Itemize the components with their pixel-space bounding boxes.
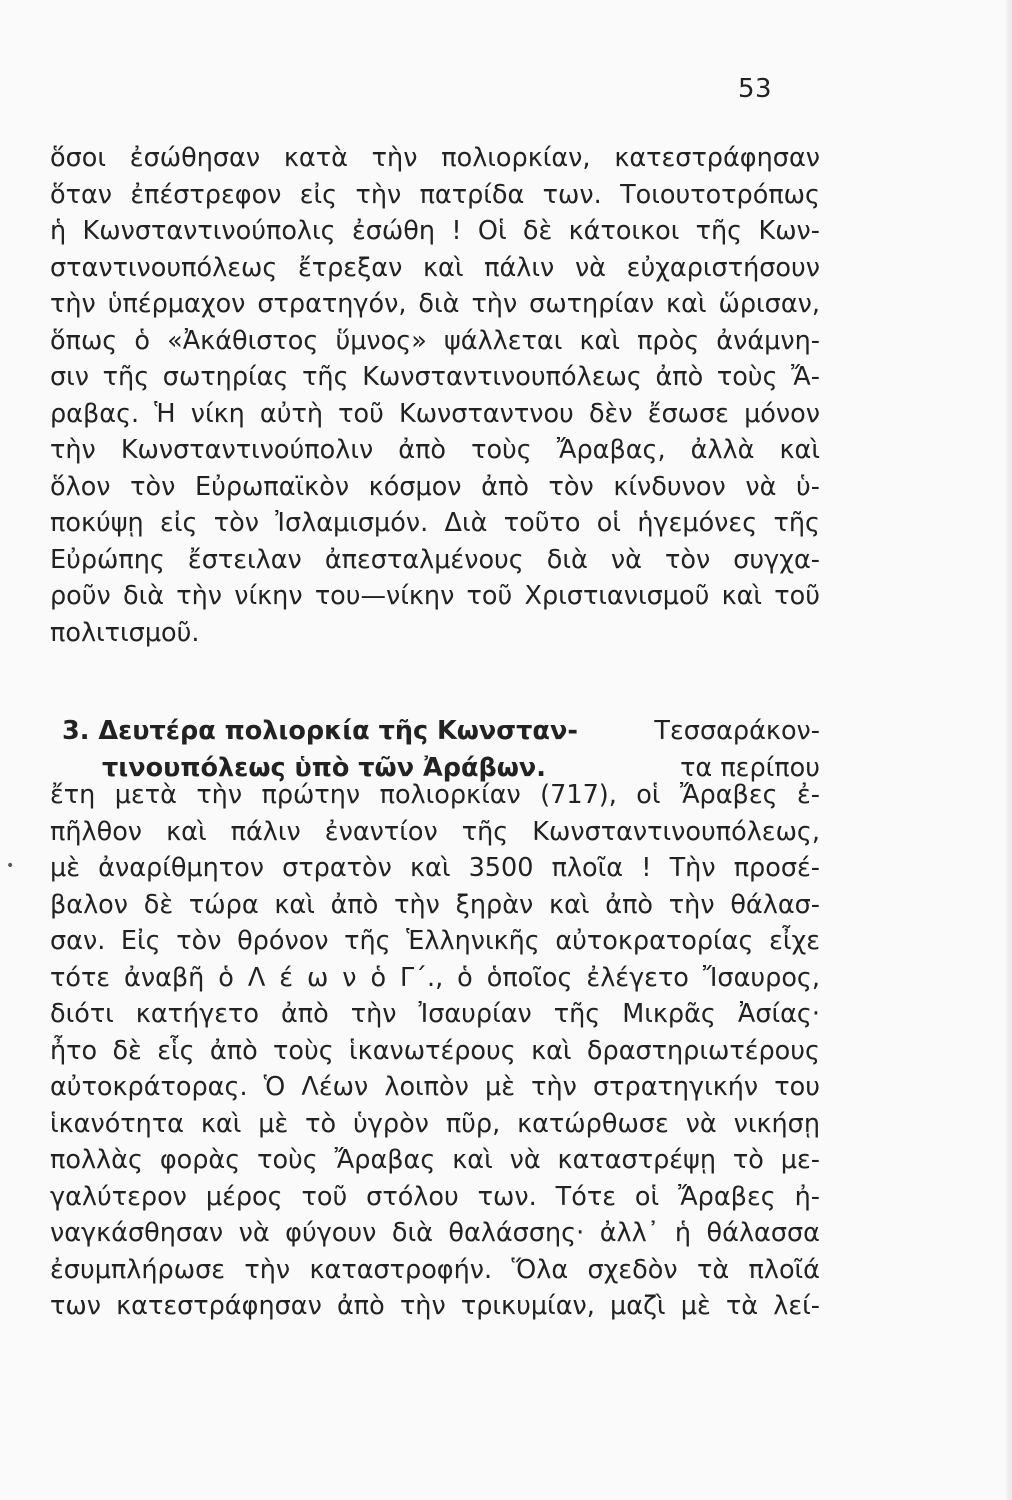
text-line: ναγκάσθησαν νὰ φύγουν διὰ θαλάσσης· ἀλλ᾿ ἡ θάλασσα xyxy=(50,1218,820,1248)
text-line: ἔτη μετὰ τὴν πρώτην πολιορκίαν (717), οἱ Ἄραβες ἐ- xyxy=(50,780,820,810)
section-number: 3. xyxy=(62,716,90,746)
paragraph-1 xyxy=(50,140,820,651)
text-line: ποκύψῃ εἰς τὸν Ἰσλαμισμόν. Διὰ τοῦτο οἱ ἡγεμόνες τῆς xyxy=(50,508,820,538)
page-number: 53 xyxy=(738,74,773,104)
text-line: ὅσοι ἐσώθησαν κατὰ τὴν πολιορκίαν, κατεστράφησαν xyxy=(50,143,820,173)
text-line: αὐτοκράτορας. Ὁ Λέων λοιπὸν μὲ τὴν στρατηγικήν του xyxy=(50,1072,820,1102)
text-line: διότι κατήγετο ἀπὸ τὴν Ἰσαυρίαν τῆς Μικρᾶς Ἀσίας· xyxy=(50,999,820,1029)
text-line: σταντινουπόλεως ἔτρεξαν καὶ πάλιν νὰ εὐχαριστήσουν xyxy=(50,252,820,283)
text-line: τὴν ὑπέρμαχον στρατηγόν, διὰ τὴν σωτηρίαν καὶ ὥρισαν, xyxy=(50,289,820,319)
section-title xyxy=(62,713,582,786)
section-side-text xyxy=(610,713,820,786)
text-line: ὅπως ὁ «Ἀκάθιστος ὕμνος» ψάλλεται καὶ πρὸς ἀνάμνη- xyxy=(50,325,820,356)
text-line: ὅλον τὸν Εὐρωπαϊκὸν κόσμον ἀπὸ τὸν κίνδυνον νὰ ὑ- xyxy=(50,471,820,502)
text-line: τὴν Κωνσταντινούπολιν ἀπὸ τοὺς Ἄραβας, ἀλλὰ καὶ xyxy=(50,435,820,465)
text-line: ἡ Κωνσταντινούπολις ἐσώθη ! Οἱ δὲ κάτοικοι τῆς Κων- xyxy=(50,216,820,246)
text-line: Εὐρώπης ἔστειλαν ἀπεσταλμένους διὰ νὰ τὸν συγχα- xyxy=(50,544,820,575)
text-line: των κατεστράφησαν ἀπὸ τὴν τρικυμίαν, μαζὶ μὲ τὰ λεί- xyxy=(50,1291,820,1321)
side-text-line-1: Τεσσαράκον- xyxy=(654,716,820,746)
text-line: πολλὰς φορὰς τοὺς Ἄραβας καὶ νὰ καταστρέψῃ τὸ με- xyxy=(50,1145,820,1175)
section-title-line-1 xyxy=(62,713,582,750)
paragraph-2 xyxy=(50,777,820,1325)
text-line: γαλύτερον μέρος τοῦ στόλου των. Τότε οἱ Ἄραβες ἠ- xyxy=(50,1181,820,1212)
text-line: πολιτισμοῦ. xyxy=(50,617,200,648)
text-line: τότε ἀναβῆ ὁ Λ έ ω ν ὁ Γ΄., ὁ ὁποῖος ἐλέγετο Ἴσαυρος, xyxy=(50,962,820,993)
text-line: σαν. Εἰς τὸν θρόνον τῆς Ἑλληνικῆς αὐτοκρατορίας εἶχε xyxy=(50,926,820,956)
text-line: πῆλθον καὶ πάλιν ἐναντίον τῆς Κωνσταντινουπόλεως, xyxy=(50,816,820,847)
text-line: ὅταν ἐπέστρεφον εἰς τὴν πατρίδα των. Τοιουτοτρόπως xyxy=(50,179,820,210)
text-line: ροῦν διὰ τὴν νίκην του—νίκην τοῦ Χριστιανισμοῦ καὶ τοῦ xyxy=(50,581,820,611)
section-title-text-1: Δευτέρα πολιορκία τῆς Κωνσταν- xyxy=(98,716,578,746)
side-text-line-2: τα περίπου xyxy=(680,752,820,783)
scan-edge-shadow xyxy=(1006,0,1012,1500)
text-line: ραβας. Ἡ νίκη αὐτὴ τοῦ Κωνσταντνου δὲν ἔσωσε μόνον xyxy=(50,398,820,429)
margin-dot: • xyxy=(6,858,15,874)
text-line: βαλον δὲ τώρα καὶ ἀπὸ τὴν ξηρὰν καὶ ἀπὸ τὴν θάλασ- xyxy=(50,889,820,920)
text-line: σιν τῆς σωτηρίας τῆς Κωνσταντινουπόλεως ἀπὸ τοὺς Ἄ- xyxy=(50,362,820,392)
text-line: μὲ ἀναρίθμητον στρατὸν καὶ 3500 πλοῖα ! Τὴν προσέ- xyxy=(50,853,820,883)
text-line: ἦτο δὲ εἷς ἀπὸ τοὺς ἱκανωτέρους καὶ δραστηριωτέρους xyxy=(50,1035,820,1066)
text-line: ἱκανότητα καὶ μὲ τὸ ὑγρὸν πῦρ, κατώρθωσε νὰ νικήσῃ xyxy=(50,1108,820,1139)
text-line: ἐσυμπλήρωσε τὴν καταστροφήν. Ὅλα σχεδὸν τὰ πλοῖά xyxy=(50,1254,820,1285)
section-title-line-2: τινουπόλεως ὑπὸ τῶν Ἀράβων. xyxy=(102,752,546,783)
